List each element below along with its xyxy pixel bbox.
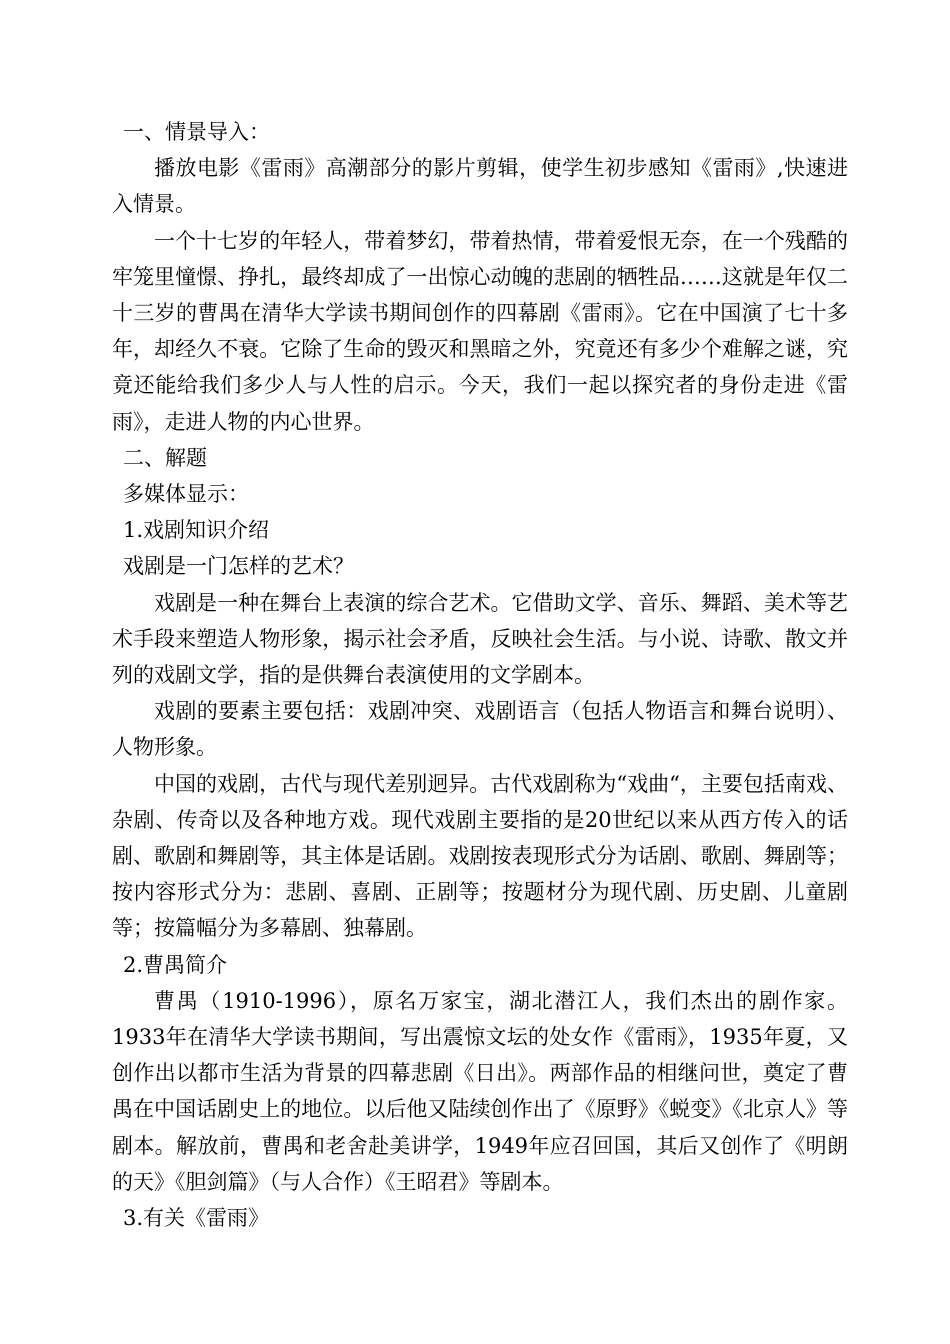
subsection-title-caoyu: 2.曹禺简介: [123, 952, 228, 977]
paragraph-drama-definition: 戏剧是一种在舞台上表演的综合艺术。它借助文学、音乐、舞蹈、美术等艺术手段来塑造人物形象，揭示社会矛盾，反映社会生活。与小说、诗歌、散文并列的戏剧文学，指的是供舞台表演使用的文学剧本。: [112, 590, 848, 688]
paragraph-chinese-drama: 中国的戏剧，古代与现代差别迥异。古代戏剧称为“戏曲“，主要包括南戏、杂剧、传奇以及各种地方戏。现代戏剧主要指的是20世纪以来从西方传入的话剧、歌剧和舞剧等，其主体是话剧。戏剧按表现形式分为话剧、歌剧、舞剧等；按内容形式分为：悲剧、喜剧、正剧等；按题材分为现代剧、历史剧、儿童剧等；按篇幅分为多幕剧、独幕剧。: [112, 771, 848, 941]
paragraph-drama-elements: 戏剧的要素主要包括：戏剧冲突、戏剧语言（包括人物语言和舞台说明）、人物形象。: [112, 699, 848, 760]
section-heading-topic: 二、解题: [123, 445, 207, 470]
subsection-title-drama-knowledge: 1.戏剧知识介绍: [123, 518, 270, 543]
paragraph-introduction: 一个十七岁的年轻人，带着梦幻，带着热情，带着爱恨无奈，在一个残酷的牢笼里憧憬、挣扎，最终却成了一出惊心动魄的悲剧的牺牲品……这就是年仅二十三岁的曹禺在清华大学读书期间创作的四幕剧《雷雨》。它在中国演了七十多年，却经久不衰。它除了生命的毁灭和黑暗之外，究竟还有多少个难解之谜，究竟还能给我们多少人与人性的启示。今天，我们一起以探究者的身份走进《雷雨》，走进人物的内心世界。: [112, 228, 848, 434]
section-heading-intro: 一、情景导入：: [123, 120, 270, 144]
multimedia-label: 多媒体显示：: [123, 482, 249, 507]
document-body: [112, 114, 848, 1236]
drama-question: 戏剧是一门怎样的艺术？: [123, 554, 354, 579]
paragraph-caoyu-bio: 曹禺（1910-1996），原名万家宝，湖北潜江人，我们杰出的剧作家。1933年在清华大学读书期间，写出震惊文坛的处女作《雷雨》，1935年夏，又创作出以都市生活为背景的四幕悲剧《日出》。两部作品的相继问世，奠定了曹禺在中国话剧史上的地位。以后他又陆续创作出了《原野》《蜕变》《北京人》等剧本。解放前，曹禺和老舍赴美讲学，1949年应召回国，其后又创作了《明朗的天》《胆剑篇》（与人合作）《王昭君》等剧本。: [112, 988, 848, 1194]
subsection-title-thunderstorm: 3.有关《雷雨》: [123, 1206, 270, 1231]
paragraph-film-clip: 播放电影《雷雨》高潮部分的影片剪辑，使学生初步感知《雷雨》,快速进入情景。: [112, 156, 848, 217]
